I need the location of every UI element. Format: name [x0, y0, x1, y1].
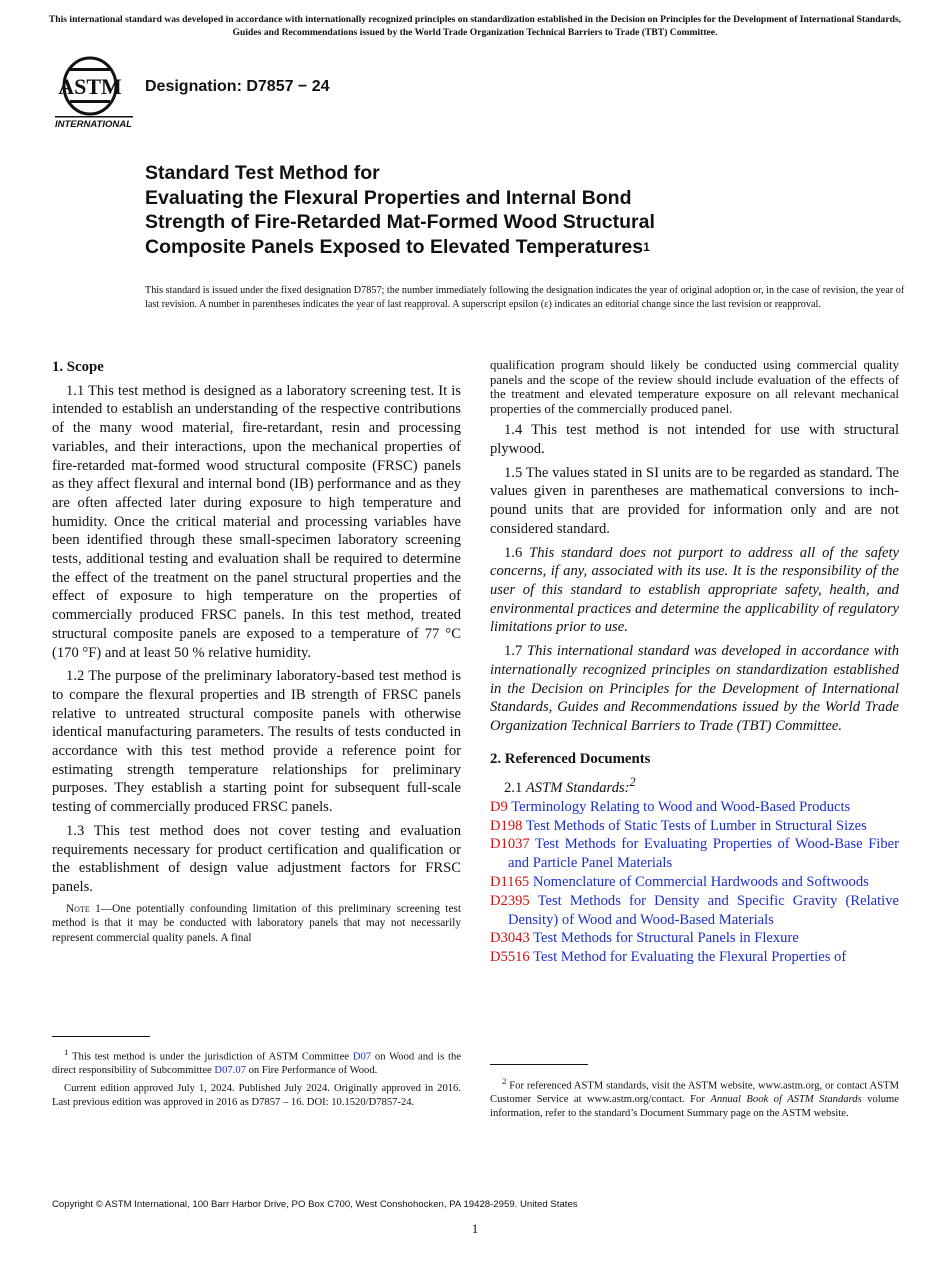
reference-list	[490, 798, 899, 967]
footnote-2: $^2$ For referenced ASTM standards, visit the ASTM website, www.astm.org, or contact ASTM Customer Service at www.astm.org/contact. For Annual Book of ASTM Standards volume information, refer to the standard’s Document Summary page on the ASTM website.	[490, 1076, 899, 1120]
logo-letters: ASTM	[58, 74, 122, 99]
issue-note: This standard is issued under the fixed designation D7857; the number immediately following the designation indicates the year of original adoption or, in the case of revision, the year of last revision. A number in parentheses indicates the year of last reapproval. A superscript epsilon (ε) indicates an editorial change since the last revision or reapproval.	[145, 285, 905, 310]
document-title	[145, 161, 905, 261]
designation: Designation: D7857 − 24	[145, 78, 330, 95]
header-notice: This international standard was developed in accordance with internationally recognized principles on standardization established in the Decision on Principles for the Development of International Standards, Guides and Recommendations issued by the World Trade Organization Technical Barriers to Trade (TBT) Committee.	[48, 14, 902, 38]
right-column	[490, 358, 899, 967]
footnote-rule-left	[52, 1036, 150, 1037]
note-1: Note 1—One potentially confounding limitation of this preliminary screening test method is that it may be conducted with laboratory panels that may not necessarily represent commercial quality panels. A final	[52, 902, 461, 944]
astm-logo-icon	[52, 56, 136, 130]
note-1-continued: qualification program should likely be conducted using commercial quality panels and the scope of the review should include evaluation of the effects of the treatment and elevated temperature exposure on all relevant mechanical properties of the commercially produced panel.	[490, 358, 899, 416]
reference-item[interactable]: D9 Terminology Relating to Wood and Wood-Based Products	[490, 798, 851, 815]
title-footnote-mark: 1	[643, 239, 650, 254]
logo-subtext: INTERNATIONAL	[55, 119, 132, 130]
paragraph-2-1: 2.1 ASTM Standards:$^2$	[504, 775, 636, 797]
left-column	[52, 358, 461, 945]
reference-item[interactable]: D5516 Test Method for Evaluating the Flexural Properties of	[490, 949, 847, 966]
section-heading-scope: 1. Scope	[52, 359, 104, 375]
copyright-notice: Copyright © ASTM International, 100 Barr Harbor Drive, PO Box C700, West Conshohocken, PA 19428-2959. United States	[52, 1199, 578, 1210]
note-1-label: Note 1	[66, 902, 101, 915]
title-line-3: Strength of Fire-Retarded Mat-Formed Wood Structural	[145, 211, 655, 233]
title-line-4: Composite Panels Exposed to Elevated Temperatures$^1$	[145, 235, 650, 258]
committee-d07-link[interactable]: D07	[352, 1051, 372, 1063]
paragraph-1-4: 1.4 This test method is not intended for use with structural plywood.	[490, 422, 899, 458]
section-heading-referenced-documents: 2. Referenced Documents	[490, 750, 651, 767]
reference-item[interactable]: D198 Test Methods of Static Tests of Lumber in Structural Sizes	[490, 817, 867, 834]
page-number: 1	[471, 1221, 479, 1236]
reference-item[interactable]: D2395 Test Methods for Density and Specific Gravity (Relative Density) of Wood and Wood-Based Materials	[490, 892, 899, 928]
paragraph-1-3: 1.3 This test method does not cover testing and evaluation requirements necessary for product certification and qualification or the establishment of design value adjustment factors for FRSC panels.	[52, 822, 461, 895]
subcommittee-d07-07-link[interactable]: D07.07	[214, 1065, 246, 1077]
paragraph-1-1: 1.1 This test method is designed as a laboratory screening test. It is intended to establish an understanding of the respective contributions of the many wood material, fire-retardant, resin and processing variables, and their interactions, upon the mechanical properties of fire-retarded mat-formed wood structural composite (FRSC) panels as they affect flexural and internal bond (IB) performance and as they are often affected later during exposure to high temperature and humidity. Once the critical material and processing variables have been identified through these small-specimen laboratory screening tests, additional testing and evaluation shall be required to determine the effect of the treatment on the panel structural properties and the effect of exposure to high temperature on the properties of commercially produced FRSC panels. In this test method, treated structural composite panels are exposed to a temperature of 77 °C (170 °F) and at least 50 % relative humidity.	[52, 382, 461, 661]
footnote-1: $^1$ This test method is under the jurisdiction of ASTM Committee D07 on Wood and is the direct responsibility of Subcommittee D07.07 on Fire Performance of Wood. Current edition approved July 1, 2024. Published July 2024. Originally approved in 2016. Last previous edition was approved in 2016 as D7857 – 16. DOI: 10.1520/D7857-24.	[52, 1047, 461, 1108]
astm-logo	[52, 56, 136, 130]
reference-item[interactable]: D1165 Nomenclature of Commercial Hardwoods and Softwoods	[490, 874, 869, 891]
edition-note: Current edition approved July 1, 2024. Published July 2024. Originally approved in 2016. Last previous edition was approved in 2016 as D7857 – 16. DOI: 10.1520/D7857-24.	[52, 1083, 461, 1108]
reference-item[interactable]: D3043 Test Methods for Structural Panels in Flexure	[490, 930, 799, 947]
title-line-2: Evaluating the Flexural Properties and Internal Bond	[145, 186, 632, 209]
paragraph-1-6: 1.6 This standard does not purport to address all of the safety concerns, if any, associated with its use. It is the responsibility of the user of this standard to establish appropriate safety, health, and environmental practices and determine the applicability of regulatory limitations prior to use.	[490, 544, 899, 636]
title-line-1: Standard Test Method for	[145, 162, 380, 184]
footnote-rule-right	[490, 1064, 588, 1065]
paragraph-1-5: 1.5 The values stated in SI units are to be regarded as standard. The values given in parentheses are mathematical conversions to inch-pound units that are provided for information only and are not considered standard.	[490, 464, 899, 537]
reference-item[interactable]: D1037 Test Methods for Evaluating Properties of Wood-Base Fiber and Particle Panel Materials	[490, 836, 900, 872]
paragraph-1-7: 1.7 This international standard was developed in accordance with internationally recognized principles on standardization established in the Decision on Principles for the Development of International Standards, Guides and Recommendations issued by the World Trade Organization Technical Barriers to Trade (TBT) Committee.	[490, 643, 900, 734]
paragraph-1-2: 1.2 The purpose of the preliminary laboratory-based test method is to compare the flexural properties and IB strength of FRSC panels relative to untreated structural composite panels with otherwise identical manufacturing parameters. The results of tests conducted in accordance with this test method provide a reference point for estimating strength temperature relationships for preliminary purposes. They establish a starting point for subsequent full-scale testing of commercially produced FRSC panels.	[52, 668, 461, 816]
